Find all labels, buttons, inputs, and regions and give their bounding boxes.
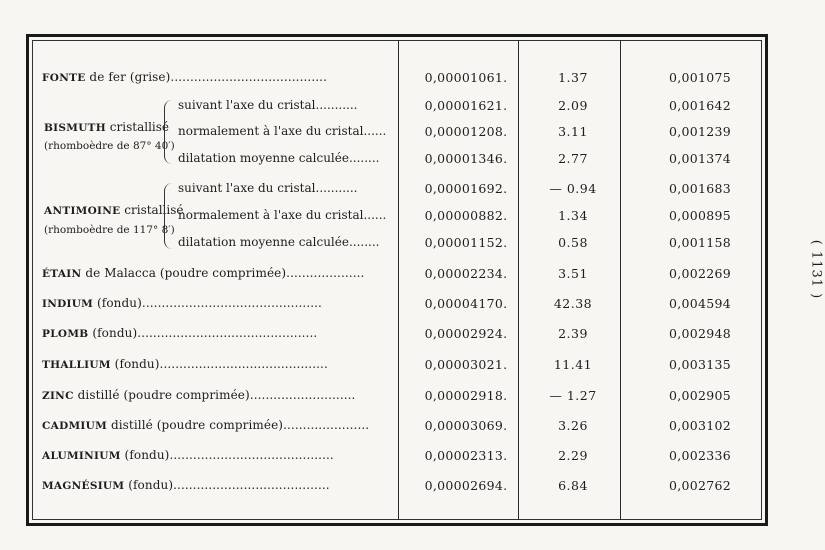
- increment-value: 1.34: [558, 208, 588, 223]
- group-material-note: (rhomboèdre de 87° 40′): [44, 140, 175, 152]
- table-row: [0, 208, 825, 226]
- table-row: [0, 181, 825, 199]
- increment-value: 3.51: [558, 266, 588, 281]
- coefficient-value: 0,00001346.: [424, 151, 508, 166]
- table-row: [0, 98, 825, 116]
- dilatation-value: 0,002762: [668, 478, 732, 493]
- dilatation-value: 0,001642: [668, 98, 732, 113]
- material-name: ZINC distillé (poudre comprimée)...........................: [42, 388, 356, 402]
- coefficient-value: 0,00002918.: [424, 388, 508, 403]
- increment-value: 0.58: [558, 235, 588, 250]
- table-row: [0, 448, 825, 466]
- material-name: THALLIUM (fondu)...........................................: [42, 357, 328, 371]
- increment-value: 2.39: [558, 326, 588, 341]
- material-name: PLOMB (fondu)..............................................: [42, 326, 318, 340]
- dilatation-value: 0,001158: [668, 235, 732, 250]
- increment-value: — 1.27: [549, 388, 597, 403]
- coefficient-value: 0,00001692.: [424, 181, 508, 196]
- dilatation-value: 0,002948: [668, 326, 732, 341]
- increment-value: 1.37: [558, 70, 588, 85]
- table-row: [0, 151, 825, 169]
- dilatation-value: 0,004594: [668, 296, 732, 311]
- dilatation-value: 0,001683: [668, 181, 732, 196]
- page-number: ( 1131 ): [808, 239, 824, 300]
- table-row: [0, 418, 825, 436]
- group-material-name: ANTIMOINE cristallisé: [44, 203, 184, 217]
- dilatation-value: 0,001374: [668, 151, 732, 166]
- increment-value: 3.26: [558, 418, 588, 433]
- material-name: ALUMINIUM (fondu)..........................................: [42, 448, 334, 462]
- sub-row-label: dilatation moyenne calculée........: [178, 151, 380, 165]
- sub-row-label: normalement à l'axe du cristal......: [178, 208, 387, 222]
- coefficient-value: 0,00001621.: [424, 98, 508, 113]
- sub-row-label: suivant l'axe du cristal...........: [178, 98, 358, 112]
- material-name: MAGNÉSIUM (fondu)........................................: [42, 478, 330, 492]
- increment-value: 2.77: [558, 151, 588, 166]
- table-row: [0, 296, 825, 314]
- coefficient-value: 0,00002924.: [424, 326, 508, 341]
- sub-row-label: dilatation moyenne calculée........: [178, 235, 380, 249]
- dilatation-value: 0,002269: [668, 266, 732, 281]
- sub-row-label: normalement à l'axe du cristal......: [178, 124, 387, 138]
- coefficient-value: 0,00001208.: [424, 124, 508, 139]
- coefficient-value: 0,00002234.: [424, 266, 508, 281]
- coefficient-value: 0,00002313.: [424, 448, 508, 463]
- material-name: ÉTAIN de Malacca (poudre comprimée)....................: [42, 266, 365, 280]
- table-row: [0, 266, 825, 284]
- coefficient-value: 0,00003069.: [424, 418, 508, 433]
- material-name: INDIUM (fondu)..............................................: [42, 296, 322, 310]
- increment-value: 3.11: [558, 124, 588, 139]
- dilatation-value: 0,001239: [668, 124, 732, 139]
- increment-value: 2.29: [558, 448, 588, 463]
- table-row: [0, 357, 825, 375]
- material-name: CADMIUM distillé (poudre comprimée)......................: [42, 418, 370, 432]
- dilatation-value: 0,001075: [668, 70, 732, 85]
- dilatation-value: 0,002905: [668, 388, 732, 403]
- increment-value: 42.38: [553, 296, 593, 311]
- table-row: [0, 478, 825, 496]
- increment-value: 11.41: [553, 357, 593, 372]
- coefficient-value: 0,00000882.: [424, 208, 508, 223]
- dilatation-value: 0,002336: [668, 448, 732, 463]
- table-row: [0, 124, 825, 142]
- table-row: [0, 235, 825, 253]
- table-row: [0, 326, 825, 344]
- increment-value: 2.09: [558, 98, 588, 113]
- group-material-note: (rhomboèdre de 117° 8′): [44, 224, 175, 236]
- coefficient-value: 0,00003021.: [424, 357, 508, 372]
- group-material-name: BISMUTH cristallisé: [44, 120, 170, 134]
- dilatation-value: 0,003102: [668, 418, 732, 433]
- sub-row-label: suivant l'axe du cristal...........: [178, 181, 358, 195]
- coefficient-value: 0,00002694.: [424, 478, 508, 493]
- table-row: [0, 388, 825, 406]
- table-row: [0, 70, 825, 88]
- coefficient-value: 0,00001152.: [424, 235, 508, 250]
- coefficient-value: 0,00001061.: [424, 70, 508, 85]
- coefficient-value: 0,00004170.: [424, 296, 508, 311]
- increment-value: 6.84: [558, 478, 588, 493]
- dilatation-value: 0,003135: [668, 357, 732, 372]
- dilatation-value: 0,000895: [668, 208, 732, 223]
- increment-value: — 0.94: [549, 181, 597, 196]
- material-name: FONTE de fer (grise)........................................: [42, 70, 327, 84]
